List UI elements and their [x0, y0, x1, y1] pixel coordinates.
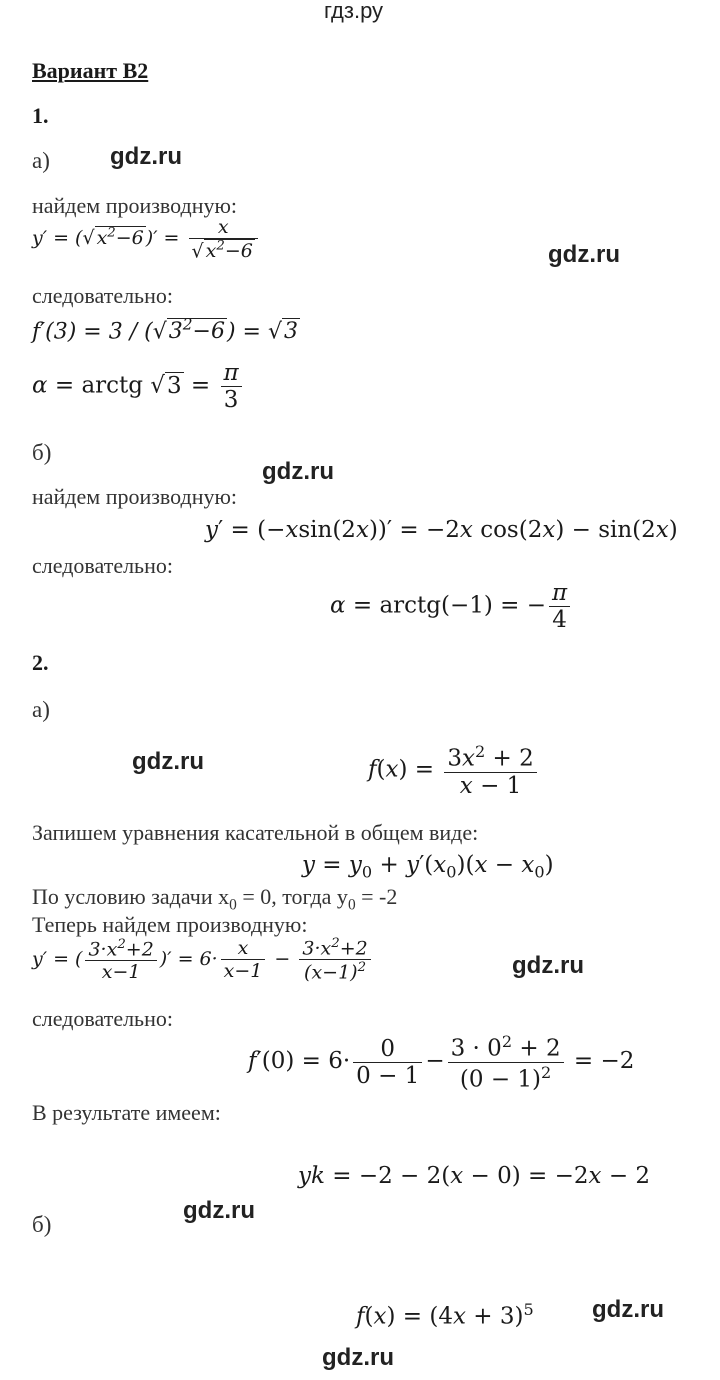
- task-2a-therefore: следовательно:: [32, 1006, 173, 1031]
- task-2a-derivative-formula: y′ = ( $\frac{3\cdot x^2+2}{x-1}$ )′ = 6· $\frac{x}{x-1}$ − $\frac{3\cdot x^2+2}{(x-1)^2}$: [32, 936, 374, 984]
- task-1b-label: б): [32, 440, 52, 465]
- task-1a-therefore: следовательно:: [32, 283, 173, 308]
- task-1a-value-formula: $f'(3) = 3 / (√3^2-6) = √3$: [32, 316, 298, 345]
- task-1a-derivative-formula: y′ = (√ $x^2-6$ )′ = $\frac{x}{√ x^2-6}$: [32, 216, 261, 262]
- watermark-footer: gdz.ru: [322, 1344, 394, 1371]
- variant-title: Вариант В2: [32, 58, 149, 83]
- task-2a-find-derivative: Теперь найдем производную:: [32, 912, 308, 937]
- task-1a-label: а): [32, 148, 50, 173]
- watermark: gdz.ru: [110, 143, 182, 170]
- site-header: гдз.ру: [324, 0, 384, 23]
- task-1b-find-derivative: найдем производную:: [32, 484, 238, 509]
- task-2a-label: а): [32, 697, 50, 722]
- task-1b-therefore: следовательно:: [32, 553, 173, 578]
- task-2a-condition: По условию задачи $x_0 = 0$, тогда $y_0 = -2$: [32, 884, 398, 914]
- task-2b-label: б): [32, 1212, 52, 1237]
- task-1a-angle-formula: α = arctg √3 = $\frac{\pi}{3}$: [32, 360, 245, 413]
- task-2a-result-formula: yk = −2 − 2(x − 0) = −2x − 2: [298, 1163, 651, 1189]
- watermark: gdz.ru: [512, 952, 584, 979]
- task-1b-derivative-formula: y′ = (−xsin(2x))′ = −2x cos(2x) − sin(2x): [205, 517, 678, 543]
- task-2b-function: $f(x) = (4x + 3)^5$: [356, 1300, 534, 1330]
- watermark: gdz.ru: [183, 1197, 255, 1224]
- watermark: gdz.ru: [262, 458, 334, 485]
- watermark: gdz.ru: [592, 1296, 664, 1323]
- watermark: gdz.ru: [548, 241, 620, 268]
- task-2-number: 2.: [32, 650, 49, 675]
- task-1b-angle-formula: α = arctg(−1) = − $\frac{\pi}{4}$: [330, 580, 573, 633]
- watermark: gdz.ru: [132, 748, 204, 775]
- task-2a-result-label: В результате имеем:: [32, 1100, 221, 1125]
- task-2a-value-formula: f′(0) = 6· $\frac{0}{0 - 1}$ − $\frac{3 \cdot 0^2 + 2}{(0 - 1)^2}$ = −2: [248, 1032, 635, 1093]
- task-2a-tangent-general: Запишем уравнения касательной в общем виде:: [32, 820, 479, 845]
- task-1a-find-derivative: найдем производную:: [32, 193, 238, 218]
- task-1-number: 1.: [32, 103, 49, 128]
- task-2a-tangent-formula: $y = y_0 + y'(x_0)(x - x_0)$: [302, 852, 554, 882]
- task-2a-function: f(x) = $\frac{3x^2 + 2}{x - 1}$: [368, 742, 540, 799]
